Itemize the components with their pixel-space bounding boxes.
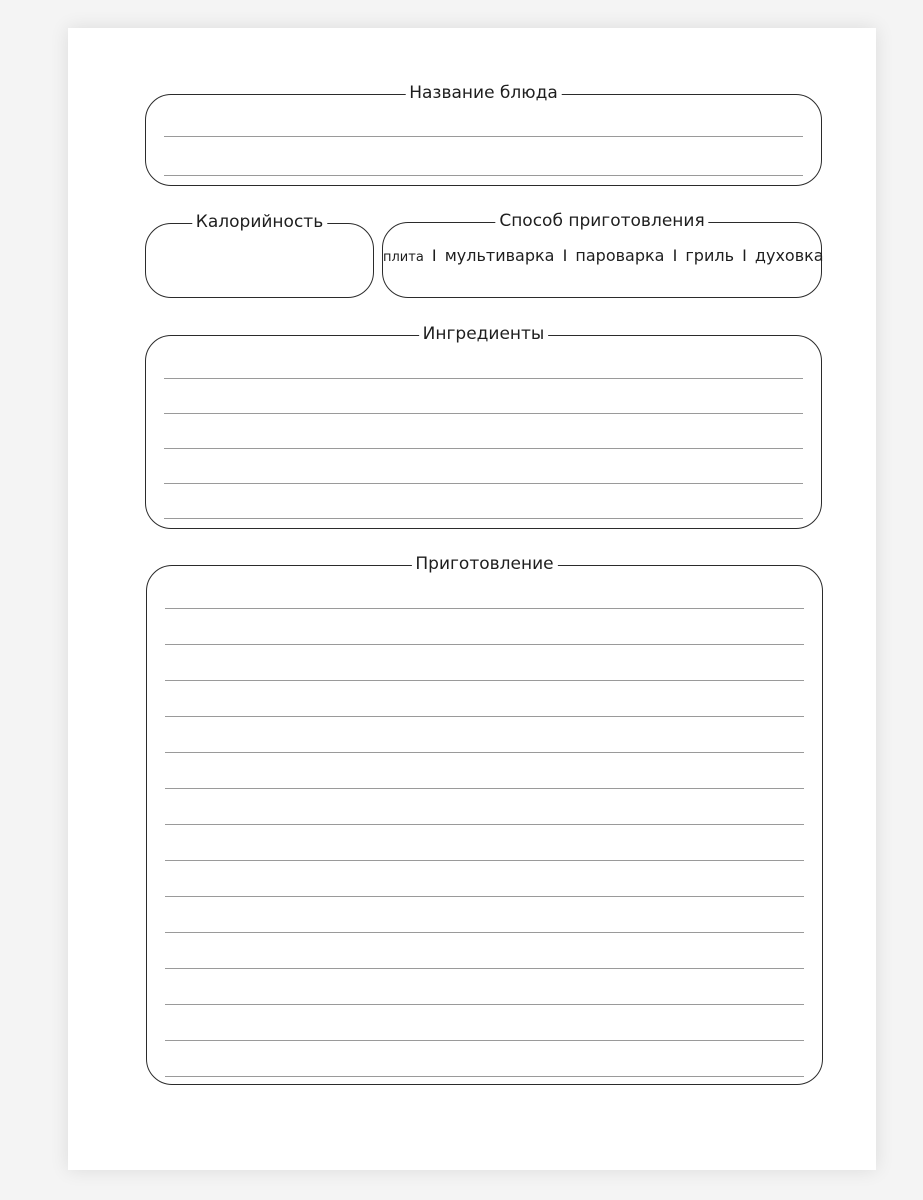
method-separator: I <box>562 246 568 265</box>
preparation-line[interactable] <box>165 932 804 933</box>
ingredients-line[interactable] <box>164 518 803 519</box>
preparation-title: Приготовление <box>411 552 557 576</box>
preparation-line[interactable] <box>165 860 804 861</box>
cooking-method-options <box>383 246 824 265</box>
preparation-box[interactable] <box>146 554 823 1085</box>
preparation-line[interactable] <box>165 788 804 789</box>
method-option-multicooker[interactable]: мультиварка <box>444 246 555 265</box>
method-separator: I <box>742 246 747 265</box>
preparation-line[interactable] <box>165 824 804 825</box>
cooking-method-box <box>382 211 824 298</box>
cooking-method-title: Способ приготовления <box>495 209 708 233</box>
dish-name-title: Название блюда <box>405 81 562 105</box>
preparation-line[interactable] <box>165 896 804 897</box>
ingredients-line[interactable] <box>164 378 803 379</box>
preparation-line[interactable] <box>165 1004 804 1005</box>
ingredients-title: Ингредиенты <box>419 322 549 346</box>
preparation-line[interactable] <box>165 752 804 753</box>
dish-name-line[interactable] <box>164 136 803 137</box>
method-separator: I <box>672 246 678 265</box>
preparation-line[interactable] <box>165 608 804 609</box>
preparation-line[interactable] <box>165 968 804 969</box>
ingredients-line[interactable] <box>164 448 803 449</box>
method-option-stove[interactable]: плита <box>383 250 424 265</box>
method-separator: I <box>431 246 437 265</box>
calories-title: Калорийность <box>192 210 327 234</box>
dish-name-line[interactable] <box>164 175 803 176</box>
preparation-line[interactable] <box>165 1076 804 1077</box>
preparation-line[interactable] <box>165 680 804 681</box>
ingredients-line[interactable] <box>164 483 803 484</box>
ingredients-line[interactable] <box>164 413 803 414</box>
preparation-line[interactable] <box>165 644 804 645</box>
preparation-line[interactable] <box>165 716 804 717</box>
method-option-oven[interactable]: духовка <box>754 246 824 265</box>
dish-name-box[interactable] <box>145 83 822 186</box>
method-option-steamer[interactable]: пароварка <box>575 246 665 265</box>
calories-box[interactable] <box>145 212 374 298</box>
method-option-grill[interactable]: гриль <box>685 246 734 265</box>
ingredients-box[interactable] <box>145 324 822 529</box>
preparation-line[interactable] <box>165 1040 804 1041</box>
